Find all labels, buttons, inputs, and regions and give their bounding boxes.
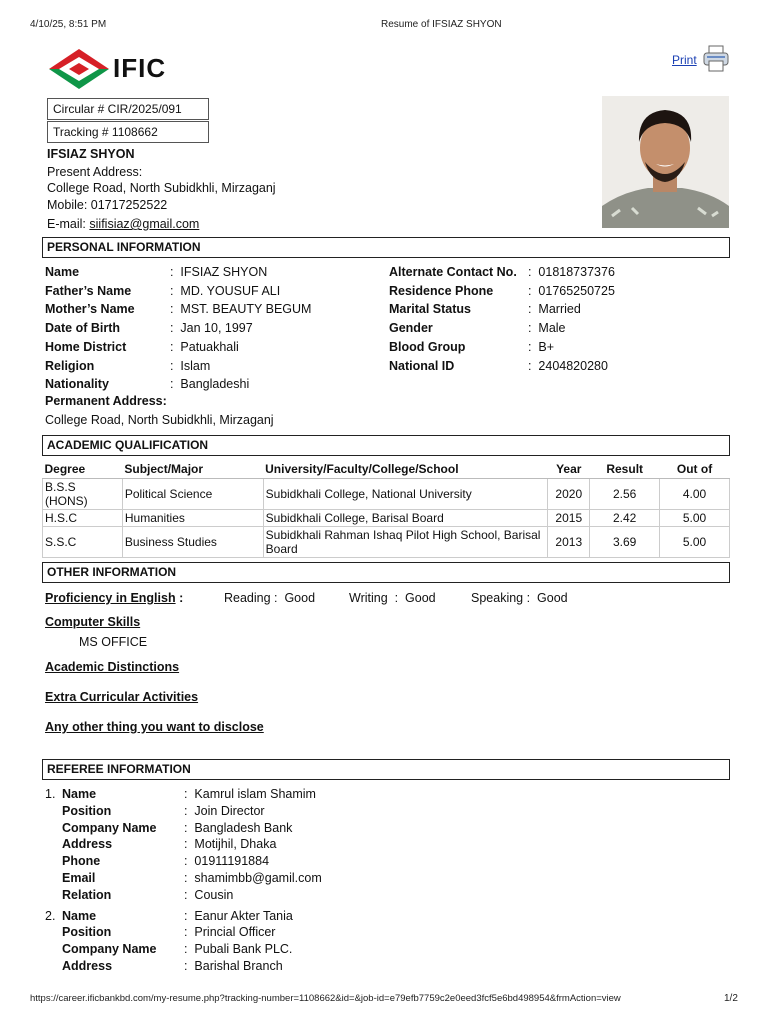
personal-field-label: Father’s Name [45,283,132,298]
referee-field-value: : shamimbb@gamil.com [184,871,322,885]
computer-skills-label: Computer Skills [45,615,141,629]
document-title: Resume of IFSIAZ SHYON [381,19,502,30]
academic-column-header: Result [590,459,660,479]
other-info-heading: OTHER INFORMATION [42,562,730,583]
personal-field-label: Alternate Contact No. [389,265,517,279]
referee-field-value: : Cousin [184,887,234,902]
personal-field-label: Residence Phone [389,283,494,298]
academic-cell: 5.00 [660,527,730,558]
referee-field-label: Position [62,925,112,940]
academic-cell: Subidkhali College, National University [263,479,548,510]
academic-cell: 3.69 [590,527,660,558]
email-row [47,217,199,231]
referee-field-value: : Motijhil, Dhaka [184,837,277,852]
referee-field-label: Phone [62,854,101,869]
permanent-address-label: Permanent Address: [45,394,167,408]
academic-column-header: Year [548,459,590,479]
academic-cell: 2015 [548,510,590,527]
academic-column-header: Out of [660,459,730,479]
referee-field-label: Email [62,871,96,885]
circular-number: Circular # CIR/2025/091 [47,98,209,120]
disclose-label: Any other thing you want to disclose [45,720,264,734]
referee-field-value: : Eanur Akter Tania [184,908,293,923]
academic-cell: 5.00 [660,510,730,527]
personal-field-label: Blood Group [389,339,466,354]
applicant-photo [602,96,729,228]
academic-column-header: Degree [43,459,123,479]
tracking-number: Tracking # 1108662 [47,121,209,143]
academic-heading: ACADEMIC QUALIFICATION [42,435,730,456]
academic-cell: 2013 [548,527,590,558]
mobile: Mobile: 01717252522 [47,198,168,212]
referee-field-label: Name [62,908,97,923]
academic-cell: S.S.C [43,527,123,558]
referee-field-label: Address [62,959,113,973]
print-link[interactable]: Print [672,53,697,67]
referee-field-label: Relation [62,887,112,902]
email-label: E-mail: [47,217,86,231]
personal-field-value: : Male [528,321,566,336]
academic-table [42,459,730,558]
personal-field-label: Mother’s Name [45,302,135,317]
referee-field-value: : 01911191884 [184,854,270,869]
referee-number: 2. [45,908,56,923]
referee-field-value: : Princial Officer [184,925,276,940]
academic-cell: Subidkhali College, Barisal Board [263,510,548,527]
computer-skills-value: MS OFFICE [79,635,148,649]
academic-cell: Political Science [122,479,263,510]
referee-number: 1. [45,787,56,801]
personal-field-label: Religion [45,358,95,373]
reading-level: Reading : Good [224,591,316,605]
academic-table-header [43,459,730,479]
proficiency-colon: : [179,591,184,605]
academic-cell: 2020 [548,479,590,510]
extra-curricular-label: Extra Curricular Activities [45,690,199,704]
referee-field-label: Name [62,787,97,801]
personal-field-value: : Married [528,302,581,317]
referee-field-value: : Pubali Bank PLC. [184,942,293,957]
personal-field-label: Nationality [45,377,109,392]
personal-info-heading: PERSONAL INFORMATION [42,237,730,258]
referee-field-value: : Barishal Branch [184,959,283,973]
academic-cell: Humanities [122,510,263,527]
referee-field-label: Position [62,803,112,818]
referee-field-value: : Bangladesh Bank [184,820,293,835]
printer-icon[interactable] [701,44,731,74]
referee-field-label: Company Name [62,820,157,835]
personal-field-label: National ID [389,358,455,373]
speaking-level: Speaking : Good [471,591,568,605]
academic-distinctions-label: Academic Distinctions [45,660,180,674]
permanent-address: College Road, North Subidkhli, Mirzaganj [45,413,274,427]
academic-table-body [43,479,730,558]
logo-wordmark: IFIC [113,53,167,83]
writing-level: Writing : Good [349,591,436,605]
academic-cell: 2.56 [590,479,660,510]
academic-cell: Business Studies [122,527,263,558]
personal-field-label: Date of Birth [45,321,120,336]
ific-logo [47,47,167,91]
page-number: 1/2 [724,993,738,1004]
academic-cell: B.S.S (HONS) [43,479,123,510]
academic-cell: H.S.C [43,510,123,527]
referee-field-value: : Join Director [184,803,265,818]
personal-field-value: : Islam [170,358,211,373]
personal-field-value: : Jan 10, 1997 [170,321,253,336]
present-address-label: Present Address: [47,165,143,179]
personal-field-label: Home District [45,339,127,354]
present-address: College Road, North Subidkhli, Mirzaganj [47,181,276,195]
email-link[interactable]: siifisiaz@gmail.com [89,217,200,231]
personal-field-label: Marital Status [389,302,471,317]
referee-field-label: Address [62,837,113,852]
proficiency-row [45,590,183,606]
proficiency-label: Proficiency in English [45,591,176,605]
academic-row [43,479,730,510]
referee-heading: REFEREE INFORMATION [42,759,730,780]
referee-field-label: Company Name [62,942,157,957]
personal-field-value: : IFSIAZ SHYON [170,265,268,279]
academic-row [43,510,730,527]
academic-column-header: University/Faculty/College/School [263,459,548,479]
personal-field-value: : MD. YOUSUF ALI [170,283,281,298]
academic-row [43,527,730,558]
footer-url: https://career.ificbankbd.com/my-resume.php?tracking-number=1108662&id=&job-id=e79efb7759c2e0eed3fcf5e6bd498954&frmAction=view [30,993,621,1004]
personal-field-label: Gender [389,321,433,336]
personal-field-value: : Bangladeshi [170,377,250,392]
academic-cell: 2.42 [590,510,660,527]
personal-field-label: Name [45,265,80,279]
personal-field-value: : B+ [528,339,555,354]
personal-field-value: : 01818737376 [528,265,615,279]
academic-cell: 4.00 [660,479,730,510]
print-datetime: 4/10/25, 8:51 PM [30,19,107,30]
applicant-name: IFSIAZ SHYON [47,147,135,161]
academic-cell: Subidkhali Rahman Ishaq Pilot High School, Barisal Board [263,527,548,558]
personal-field-value: : 01765250725 [528,283,615,298]
personal-field-value: : Patuakhali [170,339,239,354]
personal-field-value: : MST. BEAUTY BEGUM [170,302,312,317]
academic-column-header: Subject/Major [122,459,263,479]
personal-field-value: : 2404820280 [528,358,608,373]
ific-logo-mark [47,47,113,91]
referee-field-value: : Kamrul islam Shamim [184,787,316,801]
